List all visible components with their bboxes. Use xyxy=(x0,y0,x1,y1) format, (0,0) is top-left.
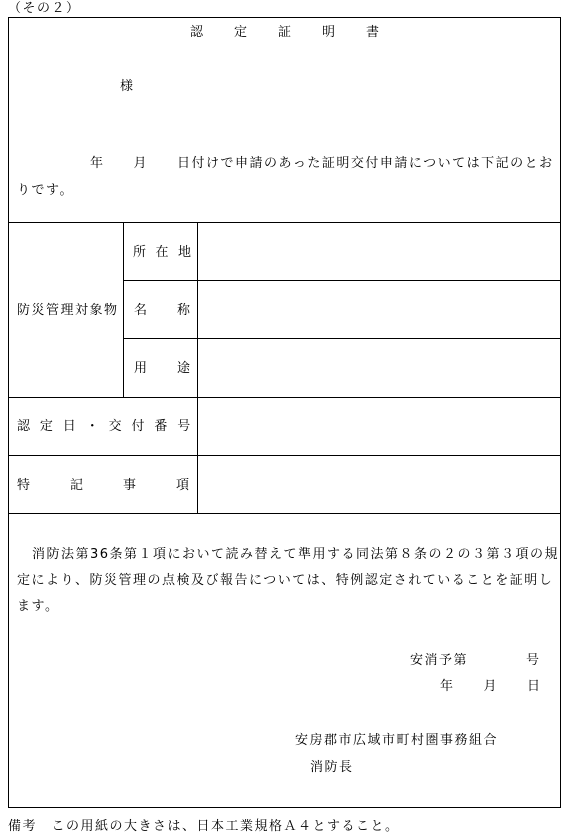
footnote: 備考 この用紙の大きさは、日本工業規格Ａ４とすること。 xyxy=(8,819,400,834)
statement-line: ます。 xyxy=(17,599,60,614)
statement-line: 定により、防災管理の点検及び報告については、特例認定されていることを証明し xyxy=(17,573,554,588)
target-object-label: 防災管理対象物 xyxy=(17,303,119,318)
issuer-title: 消防長 xyxy=(310,760,354,775)
form-number-label: （その２） xyxy=(8,1,81,16)
divider-object-column xyxy=(123,222,124,397)
divider-table-bottom xyxy=(8,513,561,514)
issue-number: 安消予第 号 xyxy=(410,653,541,668)
name-label: 名称 xyxy=(134,303,221,318)
certification-value-cell xyxy=(198,398,560,455)
special-remarks-label: 特記事項 xyxy=(17,478,230,493)
intro-line: りです。 xyxy=(17,183,74,198)
intro-line: 年 月 日付けで申請のあった証明交付申請については下記のとお xyxy=(90,156,554,171)
statement-line: 消防法第36条第１項において読み替えて準用する同法第８条の２の３第３項の規 xyxy=(32,547,560,562)
issue-date: 年 月 日 xyxy=(440,679,542,694)
location-label: 所在地 xyxy=(133,245,201,260)
addressee-suffix: 様 xyxy=(120,79,135,94)
location-value-cell xyxy=(198,223,560,280)
usage-label: 用途 xyxy=(134,361,221,376)
issuer-organization: 安房郡市広域市町村圏事務組合 xyxy=(295,733,499,748)
name-value-cell xyxy=(198,281,560,338)
usage-value-cell xyxy=(198,339,560,397)
certification-date-number-label: 認定日・交付番号 xyxy=(17,419,201,434)
document-title: 認定証明書 xyxy=(190,25,411,40)
remarks-value-cell xyxy=(198,456,560,513)
